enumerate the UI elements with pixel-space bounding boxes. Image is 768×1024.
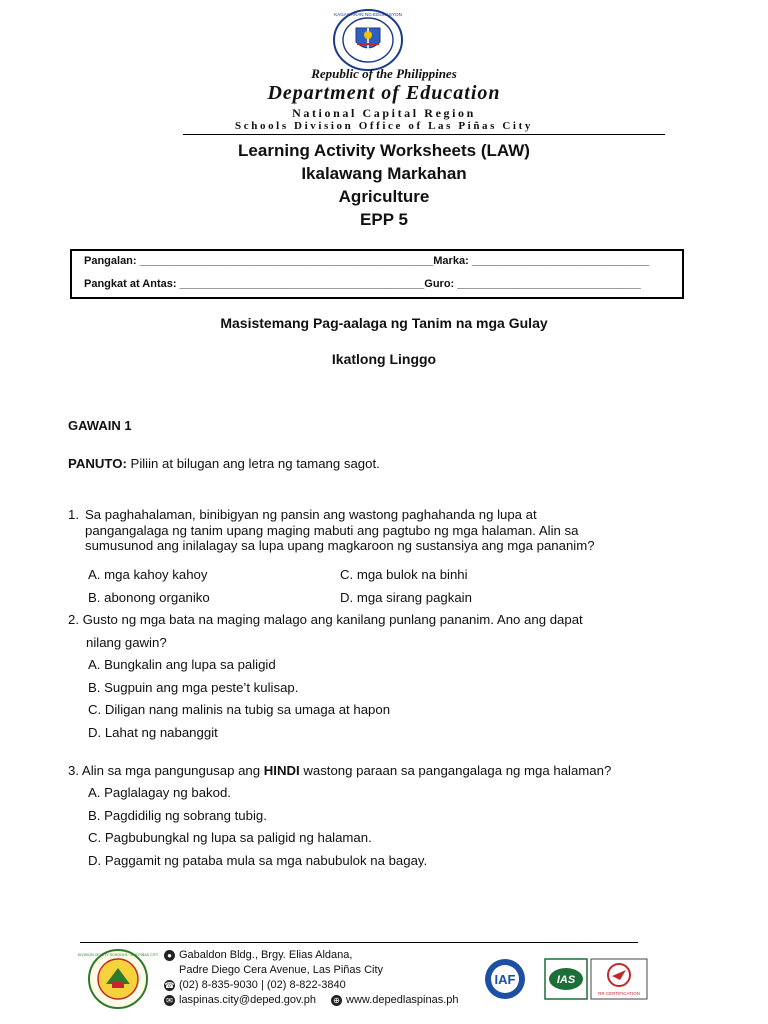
website-url[interactable]: www.depedlaspinas.ph — [346, 994, 459, 1006]
question-3-emphasis: HINDI — [263, 763, 300, 778]
instructions — [68, 456, 380, 471]
footer-website[interactable] — [331, 994, 459, 1006]
question-2-line: nilang gawin? — [86, 635, 167, 650]
phone-numbers: (02) 8-835-9030 | (02) 8-822-3840 — [179, 979, 346, 991]
question-3-text — [68, 763, 611, 778]
footer-address — [164, 949, 352, 961]
location-icon: ● — [164, 950, 175, 961]
header-region: National Capital Region — [292, 106, 476, 120]
instructions-text: Piliin at bilugan ang letra ng tamang sagot. — [126, 456, 380, 471]
ias-badge-text: IAS — [556, 974, 576, 986]
worksheet-title: Learning Activity Worksheets (LAW) — [238, 141, 530, 160]
seal-text: KAGAWARAN NG EDUKASYON — [334, 12, 402, 17]
question-3-suffix: wastong paraan sa pangangalaga ng mga halaman? — [299, 763, 612, 778]
email-address[interactable]: laspinas.city@deped.gov.ph — [179, 994, 316, 1006]
header-division: Schools Division Office of Las Piñas City — [235, 120, 533, 132]
footer-phone — [164, 979, 346, 991]
lesson-title: Masistemang Pag-aalaga ng Tanim na mga Gulay — [220, 315, 548, 331]
web-icon: ⊕ — [331, 995, 342, 1006]
deped-seal-icon — [330, 8, 406, 72]
email-icon: ✉ — [164, 995, 175, 1006]
question-1-number: 1. — [68, 507, 79, 522]
question-1-line: sumusunod ang inilalagay sa lupa upang magkaroon ng sustansiya ang mga pananim? — [85, 538, 595, 553]
sdo-logo-icon — [77, 948, 159, 1010]
question-1-choice-d[interactable]: D. mga sirang pagkain — [340, 590, 472, 605]
iaf-badge-text: IAF — [494, 972, 516, 987]
instructions-label: PANUTO: — [68, 456, 127, 471]
header-republic: Republic of the Philippines — [311, 66, 457, 81]
question-1-choice-a[interactable]: A. mga kahoy kahoy — [88, 567, 208, 582]
header-divider — [183, 134, 665, 135]
subject-title: Agriculture — [338, 187, 430, 206]
question-3-choice-b[interactable]: B. Pagdidilig ng sobrang tubig. — [88, 808, 267, 823]
rr-certification-icon — [590, 958, 648, 1000]
week-label: Ikatlong Linggo — [331, 351, 437, 367]
activity-heading: GAWAIN 1 — [68, 418, 132, 433]
question-2-choice-b[interactable]: B. Sugpuin ang mga peste’t kulisap. — [88, 680, 299, 695]
footer-email[interactable] — [164, 994, 316, 1006]
footer-divider — [80, 942, 638, 943]
question-1-choice-b[interactable]: B. abonong organiko — [88, 590, 210, 605]
question-1-choice-c[interactable]: C. mga bulok na binhi — [340, 567, 468, 582]
sdo-logo-text: DIVISION OF CITY SCHOOLS · LAS PIÑAS CITY — [77, 953, 159, 957]
question-3-prefix: 3. Alin sa mga pangungusap ang — [68, 763, 264, 778]
iaf-badge-icon — [470, 958, 540, 1000]
section-field[interactable]: Pangkat at Antas: ________________________________________Guro: ______________________________ — [84, 278, 641, 290]
address-line-1: Gabaldon Bldg., Brgy. Elias Aldana, — [179, 949, 353, 961]
question-3-choice-d[interactable]: D. Paggamit ng pataba mula sa mga nabubulok na bagay. — [88, 853, 428, 868]
question-2-choice-c[interactable]: C. Diligan nang malinis na tubig sa umaga at hapon — [88, 702, 391, 717]
question-2-line: 2. Gusto ng mga bata na maging malago ang kanilang punlang pananim. Ano ang dapat — [68, 612, 583, 627]
name-field[interactable]: Pangalan: ________________________________________________Marka: _____________________________ — [84, 255, 650, 267]
question-3-choice-a[interactable]: A. Paglalagay ng bakod. — [88, 785, 231, 800]
grade-title: EPP 5 — [360, 210, 408, 229]
rr-badge-text: RR CERTIFICATION — [598, 991, 640, 996]
header-department: Department of Education — [267, 82, 501, 104]
question-2-choice-a[interactable]: A. Bungkalin ang lupa sa paligid — [88, 657, 276, 672]
question-3-choice-c[interactable]: C. Pagbubungkal ng lupa sa paligid ng halaman. — [88, 830, 372, 845]
phone-icon: ☎ — [164, 980, 175, 990]
ias-badge-icon — [544, 958, 588, 1000]
question-2-choice-d[interactable]: D. Lahat ng nabanggit — [88, 725, 218, 740]
quarter-title: Ikalawang Markahan — [301, 164, 467, 183]
question-1-line: Sa paghahalaman, binibigyan ng pansin ang wastong paghahanda ng lupa at — [85, 507, 537, 522]
question-1-line: pangangalaga ng tanim upang maging mabuti ang pagtubo ng mga halaman. Alin sa — [85, 523, 579, 538]
footer-address-2: Padre Diego Cera Avenue, Las Piñas City — [179, 964, 384, 976]
